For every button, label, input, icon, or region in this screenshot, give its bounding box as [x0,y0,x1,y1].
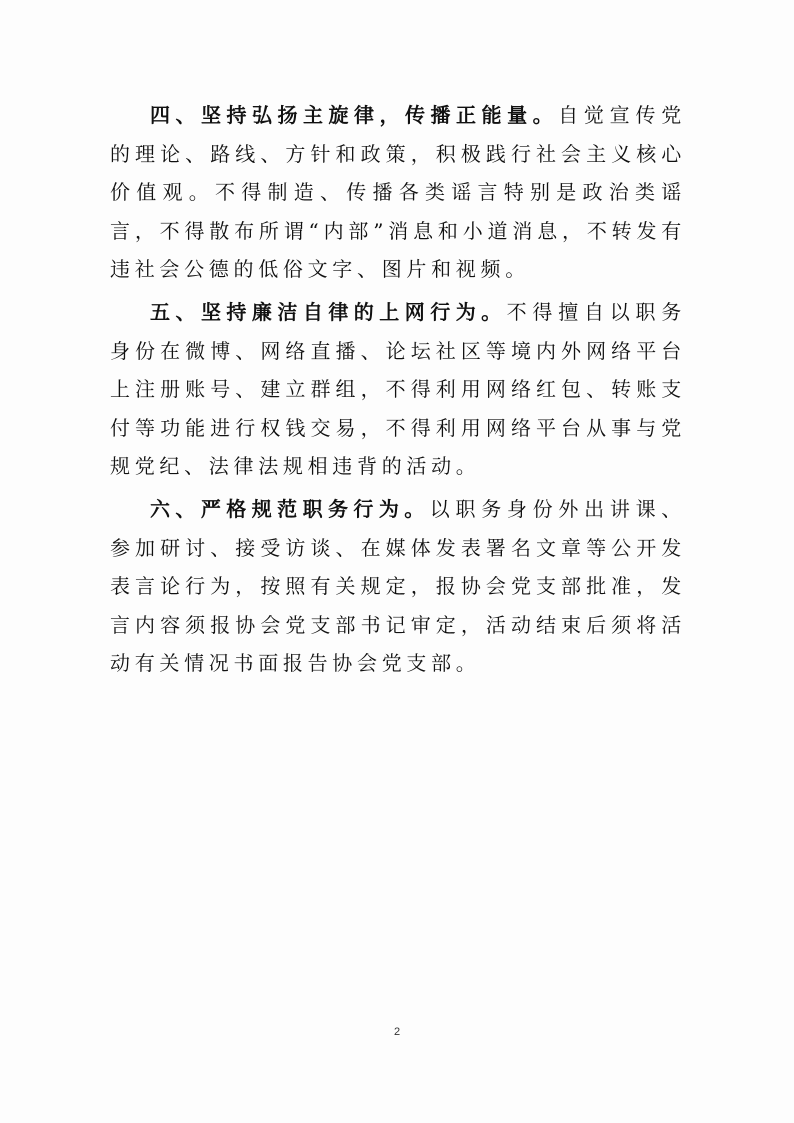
document-body [110,96,686,687]
paragraph-5-body: 不得擅自以职务身份在微博、网络直播、论坛社区等境内外网络平台上注册账号、建立群组，不得利用网络红包、转账支付等功能进行权钱交易，不得利用网络平台从事与党规党纪、法律法规相违背的活动。 [110,299,686,479]
page-number: 2 [393,1026,401,1038]
paragraph-4 [110,96,686,289]
paragraph-6 [110,490,686,683]
paragraph-4-body: 自觉宣传党的理论、路线、方针和政策，积极践行社会主义核心价值观。不得制造、传播各类谣言特别是政治类谣言，不得散布所谓“内部”消息和小道消息，不转发有违社会公德的低俗文字、图片和视频。 [110,103,686,282]
paragraph-4-heading: 四、坚持弘扬主旋律，传播正能量。 [150,103,559,127]
paragraph-6-heading: 六、严格规范职务行为。 [150,496,430,521]
paragraph-6-body: 以职务身份外出讲课、参加研讨、接受访谈、在媒体发表署名文章等公开发表言论行为，按照有关规定，报协会党支部批准，发言内容须报协会党支部书记审定，活动结束后须将活动有关情况书面报告协会党支部。 [110,496,687,676]
paragraph-5-heading: 五、坚持廉洁自律的上网行为。 [150,299,507,324]
paragraph-5 [110,293,686,486]
